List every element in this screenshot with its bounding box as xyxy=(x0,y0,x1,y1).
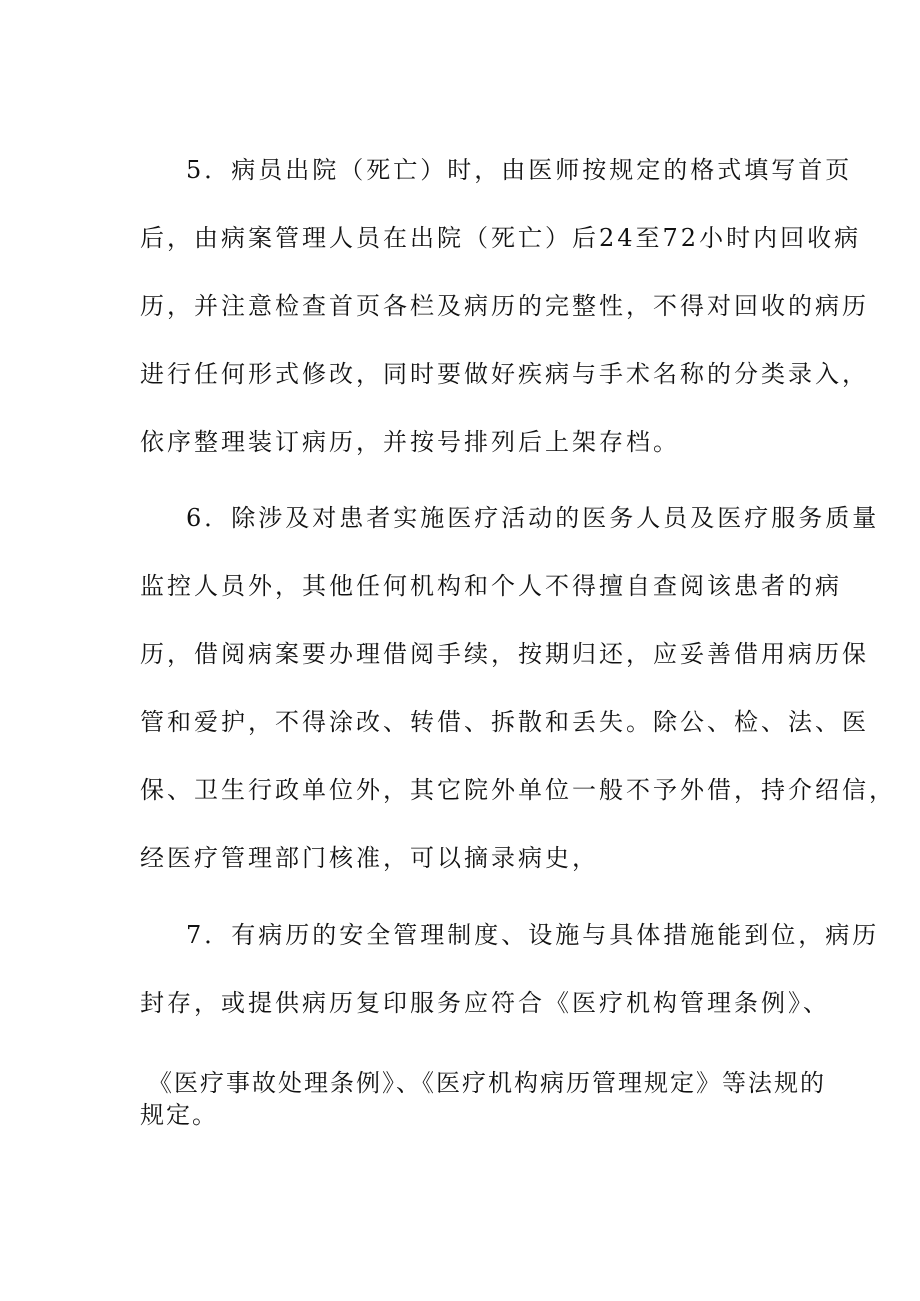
paragraph-5-line-4: 进行任何形式修改，同时要做好疾病与手术名称的分类录入， xyxy=(140,360,869,388)
paragraph-6-line-2: 监控人员外，其他任何机构和个人不得擅自查阅该患者的病 xyxy=(140,572,842,600)
paragraph-5-line-5: 依序整理装订病历，并按号排列后上架存档。 xyxy=(140,428,680,456)
paragraph-5-line-2: 后，由病案管理人员在出院（死亡）后24至72小时内回收病 xyxy=(140,224,862,252)
paragraph-6-line-5: 保、卫生行政单位外，其它院外单位一般不予外借，持介绍信， xyxy=(140,776,896,804)
paragraph-7-line-3: 《医疗事故处理条例》、《医疗机构病历管理规定》等法规的 xyxy=(148,1069,826,1097)
paragraph-6-line-4: 管和爱护，不得涂改、转借、拆散和丢失。除公、检、法、医 xyxy=(140,708,869,736)
paragraph-6-line-3: 历，借阅病案要办理借阅手续，按期归还，应妥善借用病历保 xyxy=(140,640,869,668)
paragraph-6-line-1: 6．除涉及对患者实施医疗活动的医务人员及医疗服务质量 xyxy=(186,504,880,532)
paragraph-5-line-3: 历，并注意检查首页各栏及病历的完整性，不得对回收的病历 xyxy=(140,292,869,320)
paragraph-7-line-1: 7．有病历的安全管理制度、设施与具体措施能到位，病历 xyxy=(186,921,880,949)
paragraph-6-line-6: 经医疗管理部门核准，可以摘录病史， xyxy=(140,844,599,872)
paragraph-7-line-4: 规定。 xyxy=(140,1101,218,1129)
paragraph-7-line-2: 封存，或提供病历复印服务应符合《医疗机构管理条例》、 xyxy=(140,989,830,1017)
paragraph-5-line-1: 5．病员出院（死亡）时，由医师按规定的格式填写首页 xyxy=(186,156,853,184)
